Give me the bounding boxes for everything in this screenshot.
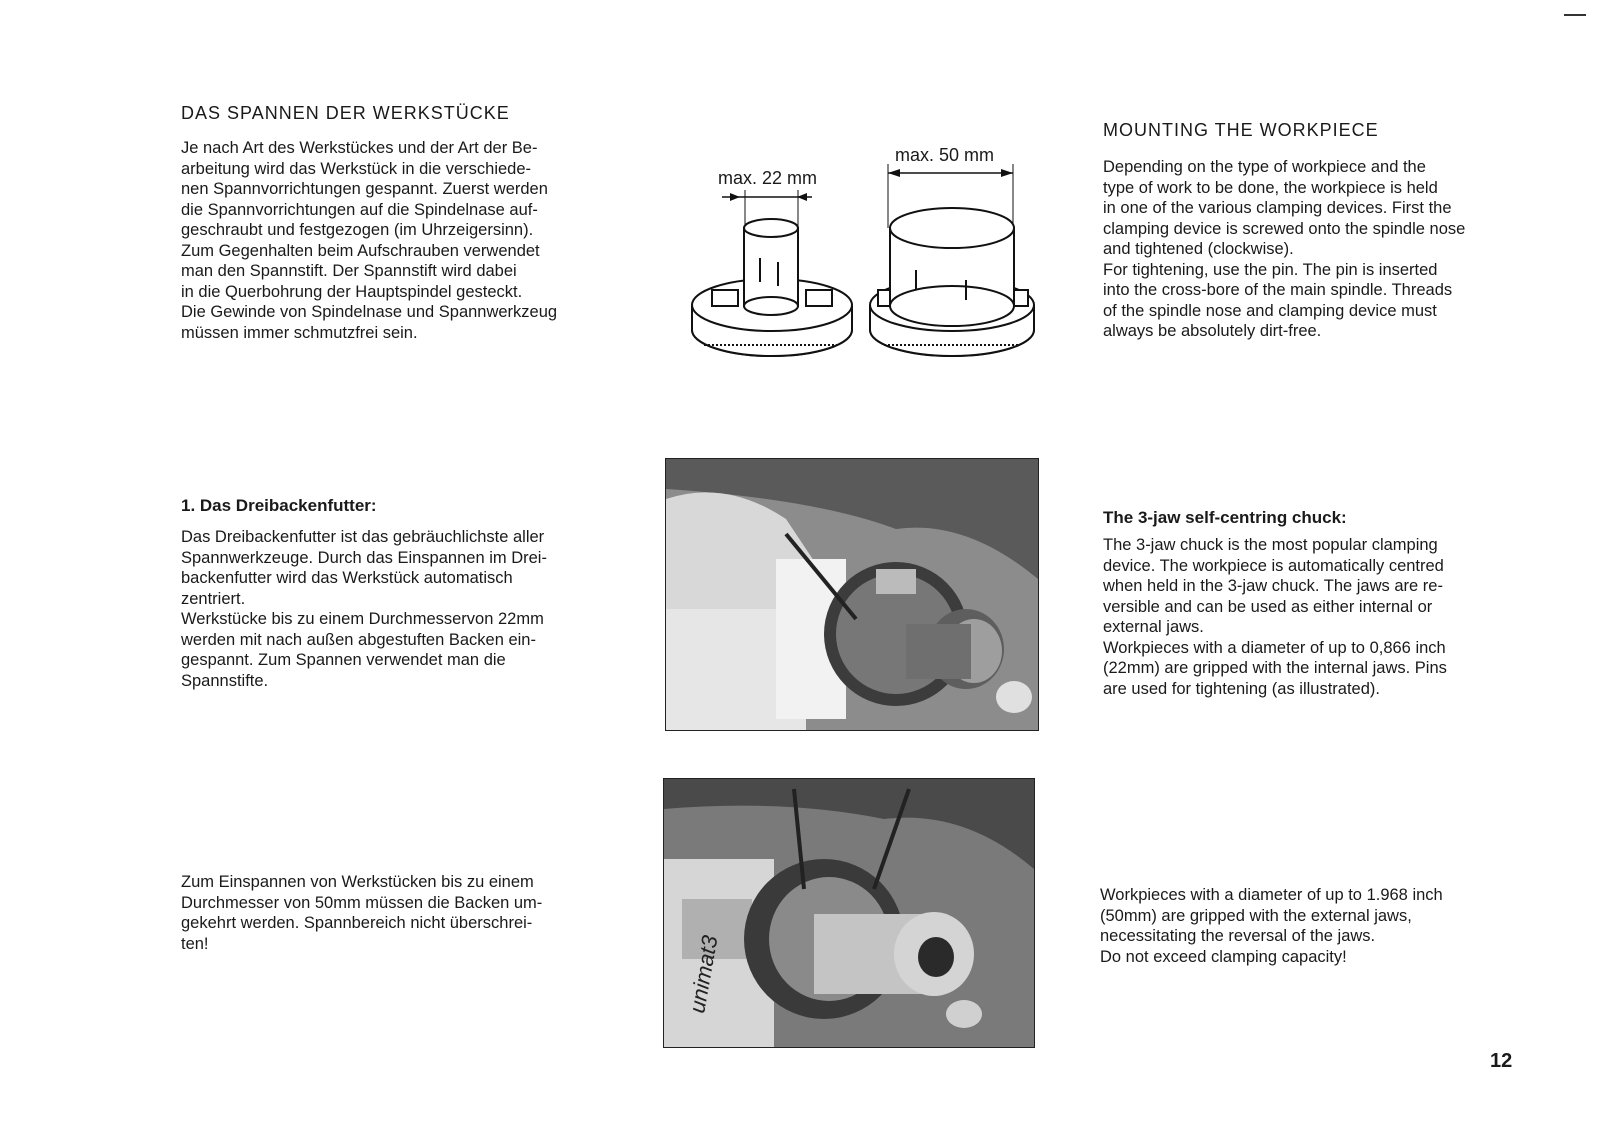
text-line: müssen immer schmutzfrei sein. [181, 323, 418, 342]
text-line: (22mm) are gripped with the internal jaws. Pins [1103, 659, 1447, 677]
text-line: Werkstücke bis zu einem Durchmesservon 22mm [181, 610, 544, 628]
text-line: when held in the 3-jaw chuck. The jaws are re- [1103, 577, 1443, 595]
text-line: (50mm) are gripped with the external jaws, [1100, 906, 1412, 925]
text-line: man den Spannstift. Der Spannstift wird dabei [181, 262, 517, 280]
english-intro-text [1103, 157, 1465, 342]
max-50-label: max. 50 mm [895, 145, 995, 165]
german-heading: DAS SPANNEN DER WERKSTÜCKE [181, 103, 510, 123]
text-line: The 3-jaw chuck is the most popular clamping [1103, 536, 1438, 554]
text-line: zentriert. [181, 589, 246, 608]
text-line: Workpieces with a diameter of up to 1.968 inch [1100, 886, 1443, 904]
chuck-photo-internal-jaws [665, 458, 1039, 731]
english-heading: MOUNTING THE WORKPIECE [1103, 120, 1379, 140]
text-line: clamping device is screwed onto the spindle nose [1103, 219, 1466, 238]
text-line: Zum Gegenhalten beim Aufschrauben verwendet [181, 241, 540, 260]
text-line: Je nach Art des Werkstückes und der Art der Be- [181, 139, 538, 157]
english-chuck-text [1103, 535, 1447, 699]
text-line: For tightening, use the pin. The pin is inserted [1103, 260, 1438, 279]
text-line: Spannwerkzeuge. Durch das Einspannen im Drei- [181, 548, 547, 567]
text-line: always be absolutely dirt-free. [1103, 322, 1322, 340]
text-line: type of work to be done, the workpiece is held [1103, 178, 1438, 197]
text-line: ten! [181, 934, 209, 953]
text-line: werden mit nach außen abgestuften Backen ein- [181, 630, 536, 649]
german-chuck-text [181, 527, 547, 691]
unimat-brand-label: unimat3 [684, 933, 723, 1015]
text-line: Depending on the type of workpiece and the [1103, 158, 1426, 176]
large-chuck-drawing [870, 208, 1034, 356]
text-line: die Spannvorrichtungen auf die Spindelnase auf- [181, 200, 538, 219]
max-22-label: max. 22 mm [718, 168, 818, 188]
text-line: of the spindle nose and clamping device must [1103, 301, 1437, 320]
text-line: external jaws. [1103, 618, 1204, 636]
text-line: Do not exceed clamping capacity! [1100, 947, 1347, 966]
text-line: necessitating the reversal of the jaws. [1100, 927, 1376, 945]
text-line: device. The workpiece is automatically centred [1103, 556, 1444, 575]
text-line: and tightened (clockwise). [1103, 240, 1294, 258]
text-line: Zum Einspannen von Werkstücken bis zu einem [181, 873, 534, 891]
text-line: into the cross-bore of the main spindle. Threads [1103, 281, 1453, 299]
text-line: arbeitung wird das Werkstück in die verschiede- [181, 159, 532, 178]
text-line: versible and can be used as either internal or [1103, 597, 1433, 616]
text-line: Die Gewinde von Spindelnase und Spannwerkzeug [181, 303, 558, 321]
text-line: in die Querbohrung der Hauptspindel gesteckt. [181, 282, 523, 301]
text-line: nen Spannvorrichtungen gespannt. Zuerst werden [181, 180, 548, 198]
text-line: gespannt. Zum Spannen verwendet man die [181, 651, 506, 669]
text-line: Spannstifte. [181, 671, 269, 690]
german-reverse-text [181, 872, 542, 954]
text-line: in one of the various clamping devices. First the [1103, 199, 1452, 217]
german-chuck-heading: 1. Das Dreibackenfutter: [181, 496, 377, 515]
text-line: geschraubt und festgezogen (im Uhrzeigersinn). [181, 221, 534, 239]
text-line: Das Dreibackenfutter ist das gebräuchlichste aller [181, 528, 545, 546]
small-chuck-drawing [692, 219, 852, 356]
text-line: backenfutter wird das Werkstück automatisch [181, 569, 513, 587]
corner-dash [1564, 14, 1586, 16]
text-line: Durchmesser von 50mm müssen die Backen um- [181, 893, 543, 912]
english-reverse-text [1100, 885, 1443, 967]
text-line: are used for tightening (as illustrated). [1103, 679, 1380, 698]
text-line: Workpieces with a diameter of up to 0,866 inch [1103, 638, 1446, 657]
german-intro-text [181, 138, 557, 343]
text-line: gekehrt werden. Spannbereich nicht überschrei- [181, 914, 533, 932]
chuck-photo-external-jaws [663, 778, 1035, 1048]
english-chuck-heading: The 3-jaw self-centring chuck: [1103, 508, 1347, 527]
page-number: 12 [1490, 1050, 1513, 1072]
chuck-diagram [680, 140, 1060, 380]
